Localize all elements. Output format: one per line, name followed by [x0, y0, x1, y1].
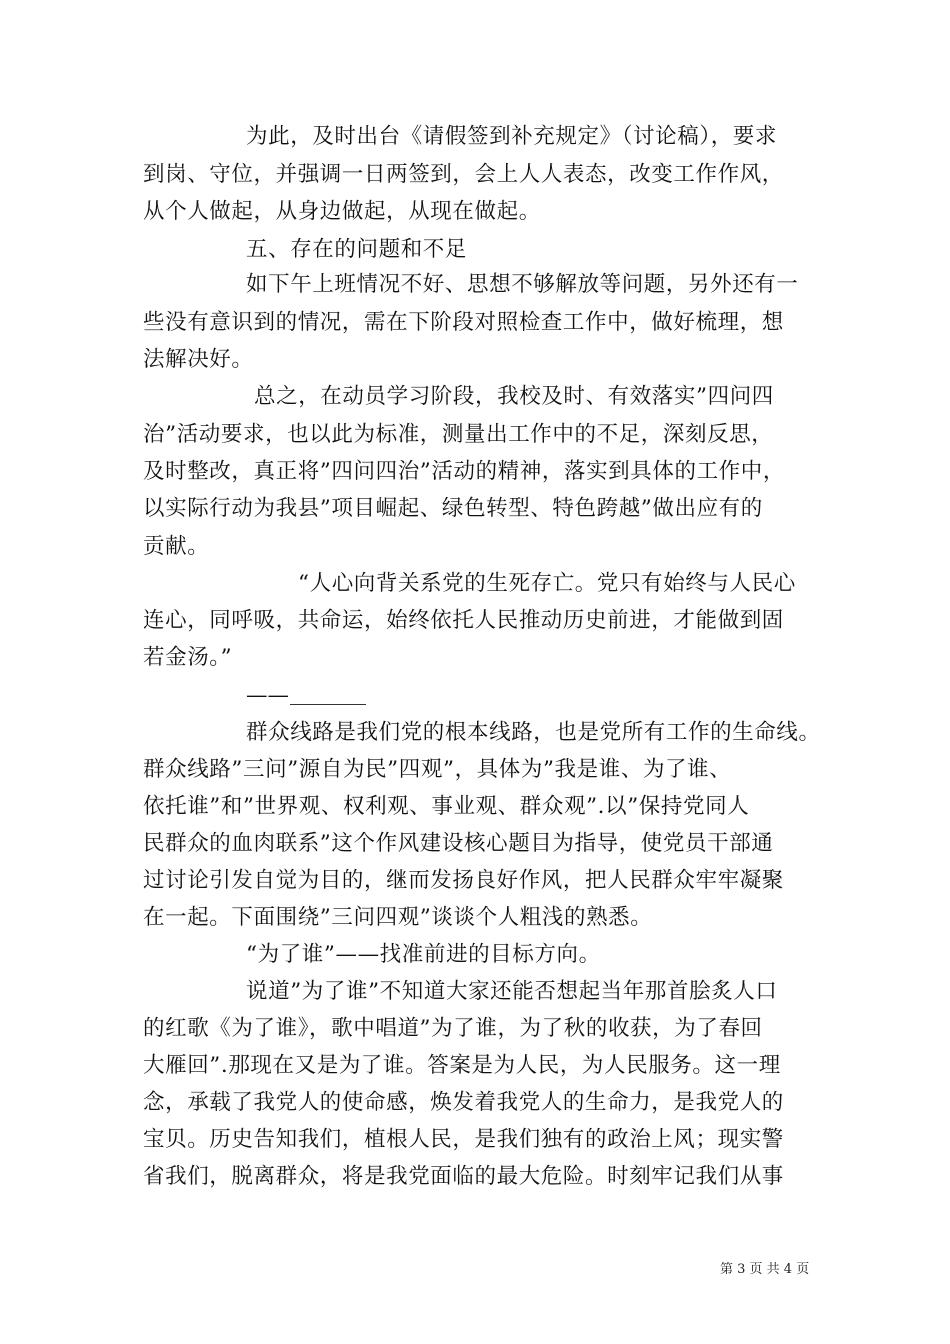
text-line: 及时整改，真正将”四问四治”活动的精神，落实到具体的工作中， [143, 459, 785, 484]
text-line: 治”活动要求，也以此为标准，测量出工作中的不足，深刻反思， [143, 422, 774, 447]
text-line: 过讨论引发自觉为目的，继而发扬良好作风，把人民群众牢牢凝聚 [143, 868, 784, 893]
text-line: 依托谁”和”世界观、权利观、事业观、群众观”.以”保持党同人 [143, 794, 750, 819]
text-line: 大雁回”.那现在又是为了谁。答案是为人民，为人民服务。这一理 [143, 1053, 781, 1078]
text-line: 在一起。下面围绕”三问四观”谈谈个人粗浅的熟悉。 [143, 905, 653, 930]
text-line: 到岗、守位，并强调一日两签到，会上人人表态，改变工作作风， [143, 162, 784, 187]
page-number-footer: 第 3 页 共 4 页 [720, 1262, 810, 1277]
text-line: 民群众的血肉联系”这个作风建设核心题目为指导，使党员干部通 [143, 831, 774, 856]
text-line: 说道”为了谁”不知道大家还能否想起当年那首脍炙人口 [246, 979, 778, 1004]
attribution-underline [290, 704, 366, 705]
quote-line: 若金汤。” [143, 645, 233, 670]
attribution-dash: —— [246, 683, 289, 708]
quote-line: “人心向背关系党的生死存亡。党只有始终与人民心 [298, 571, 796, 596]
text-line: 贡献。 [143, 534, 210, 559]
text-line: 为此，及时出台《请假签到补充规定》（讨论稿），要求 [246, 124, 778, 149]
text-line: 的红歌《为了谁》，歌中唱道”为了谁，为了秋的收获，为了春回 [143, 1016, 763, 1041]
text-line: 以实际行动为我县”项目崛起、绿色转型、特色跨越”做出应有的 [143, 496, 763, 521]
section-heading: 五、存在的问题和不足 [246, 237, 468, 262]
text-line: 如下午上班情况不好、思想不够解放等问题，另外还有一 [246, 272, 799, 297]
subsection-heading: “为了谁”——找准前进的目标方向。 [246, 942, 601, 967]
text-line: 从个人做起，从身边做起，从现在做起。 [143, 199, 541, 224]
text-line: 些没有意识到的情况，需在下阶段对照检查工作中，做好梳理，想 [143, 310, 784, 335]
text-line: 群众线路”三问”源自为民”四观”，具体为”我是谁、为了谁、 [143, 757, 732, 782]
quote-line: 连心，同呼吸，共命运，始终依托人民推动历史前进，才能做到固 [143, 608, 784, 633]
text-line: 群众线路是我们党的根本线路，也是党所有工作的生命线。 [246, 720, 821, 745]
text-line: 总之，在动员学习阶段，我校及时、有效落实”四问四 [254, 384, 774, 409]
text-line: 法解决好。 [143, 347, 254, 372]
text-line: 念，承载了我党人的使命感，焕发着我党人的生命力，是我党人的 [143, 1090, 784, 1115]
text-line: 宝贝。历史告知我们，植根人民，是我们独有的政治上风；现实警 [143, 1127, 784, 1152]
text-line: 省我们，脱离群众，将是我党面临的最大危险。时刻牢记我们从事 [143, 1164, 784, 1189]
